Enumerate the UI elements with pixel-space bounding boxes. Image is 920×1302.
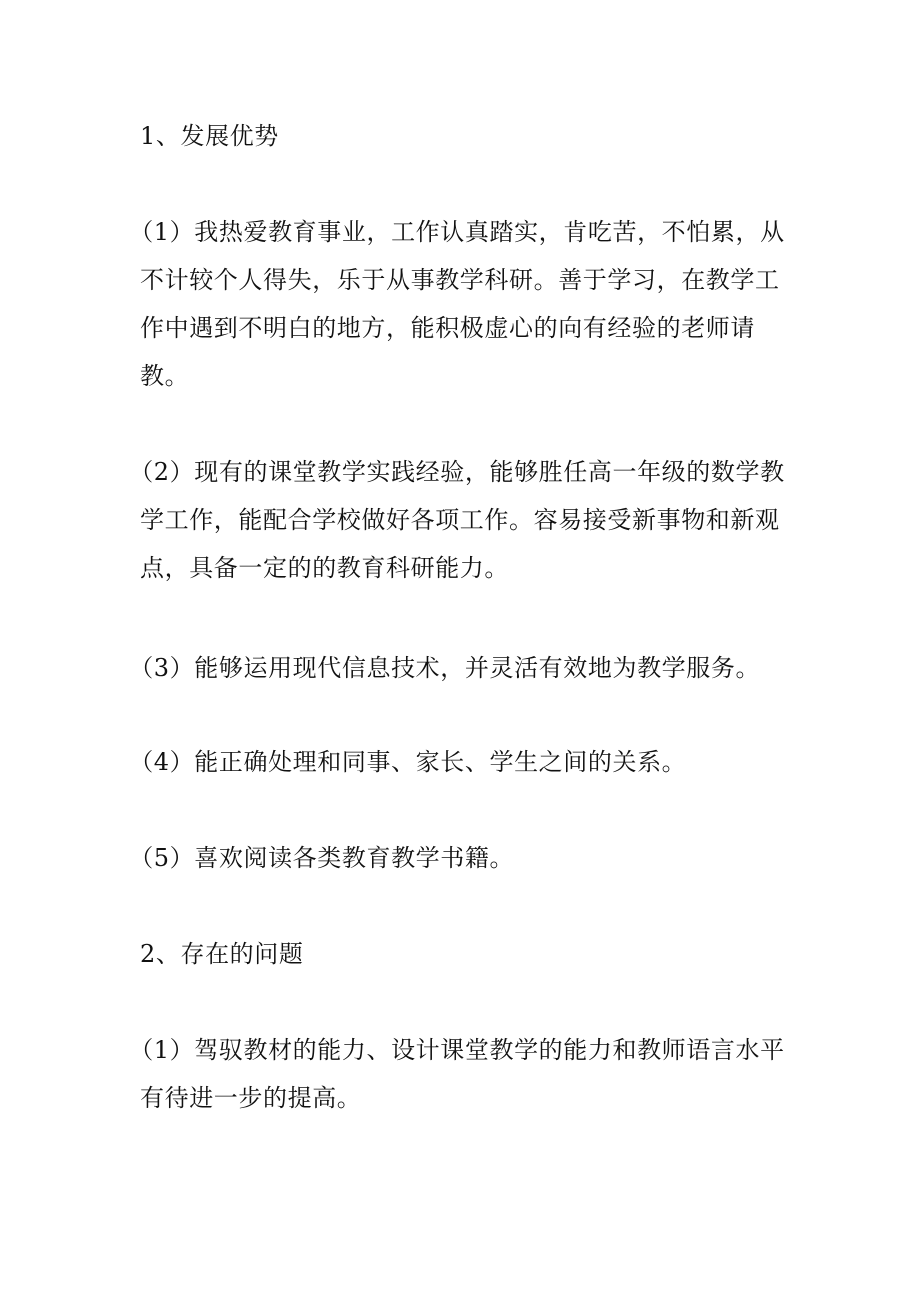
paragraph-1-1: （1）我热爱教育事业，工作认真踏实，肯吃苦，不怕累，从不计较个人得失，乐于从事教学科研。善于学习，在教学工作中遇到不明白的地方，能积极虚心的向有经验的老师请教。 [129, 218, 785, 390]
paragraph-1-5: （5）喜欢阅读各类教育教学书籍。 [129, 844, 515, 872]
section-heading-1: 1、发展优势 [140, 122, 279, 150]
section-heading-2: 2、存在的问题 [140, 940, 304, 968]
paragraph-1-3: （3）能够运用现代信息技术，并灵活有效地为教学服务。 [129, 654, 761, 682]
paragraph-2-1: （1）驾驭教材的能力、设计课堂教学的能力和教师语言水平有待进一步的提高。 [129, 1036, 785, 1112]
paragraph-1-2: （2）现有的课堂教学实践经验，能够胜任高一年级的数学教学工作，能配合学校做好各项工作。容易接受新事物和新观点，具备一定的的教育科研能力。 [129, 458, 785, 582]
paragraph-1-4: （4）能正确处理和同事、家长、学生之间的关系。 [129, 748, 687, 776]
